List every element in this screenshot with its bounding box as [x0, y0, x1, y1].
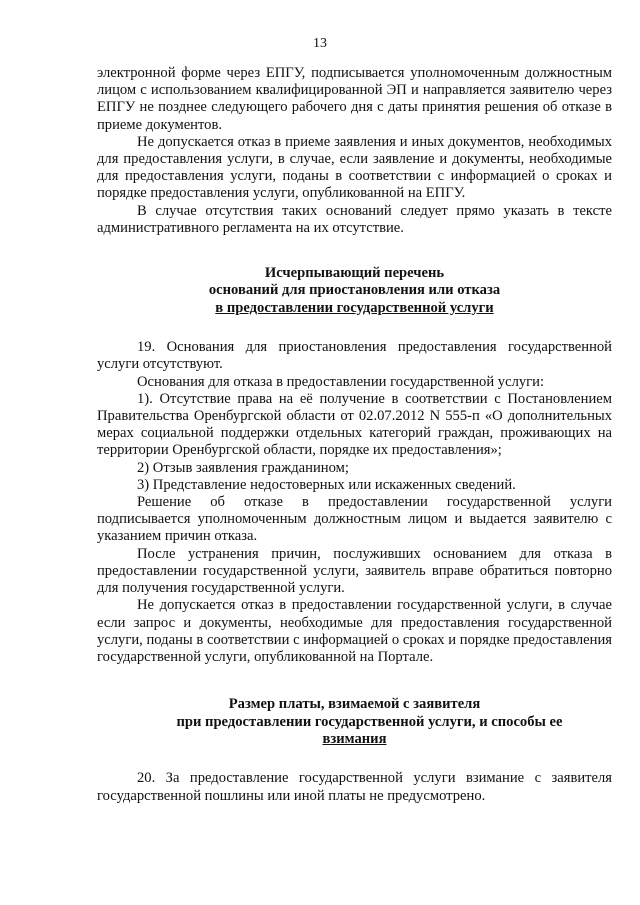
paragraph: Не допускается отказ в предоставлении государственной услуги, в случае если запрос и документы, необходимые для предоставления государственной услуги, поданы в соответствии с информацией о сроках и порядке предоставления государственной услуги, опубликованной на Портале.	[97, 597, 612, 665]
paragraph: 3) Представление недостоверных или искаженных сведений.	[137, 476, 516, 493]
paragraph: В случае отсутствия таких оснований следует прямо указать в тексте административного регламента на их отсутствие.	[97, 202, 612, 236]
heading-line: Размер платы, взимаемой с заявителя	[228, 696, 481, 713]
paragraph: 19. Основания для приостановления предоставления государственной услуги отсутствуют.	[97, 339, 612, 373]
page-number: 13	[313, 36, 327, 51]
paragraph: После устранения причин, послуживших основанием для отказа в предоставлении государственной услуги, заявитель вправе обратиться повторно для получения государственной услуги.	[97, 545, 612, 597]
paragraph: Решение об отказе в предоставлении государственной услуги подписывается уполномоченным должностным лицом и выдается заявителю с указанием причин отказа.	[97, 494, 612, 545]
heading-line: взимания	[322, 730, 387, 747]
heading-line: при предоставлении государственной услуги, и способы ее	[176, 713, 563, 730]
document-body	[97, 65, 612, 805]
section-heading-refusal-grounds	[97, 265, 612, 317]
section-heading-fee	[97, 696, 612, 748]
paragraph: 20. За предоставление государственной услуги взимание с заявителя государственной пошлины или иной платы не предусмотрено.	[97, 770, 612, 804]
heading-line: в предоставлении государственной услуги	[215, 299, 494, 316]
paragraph: электронной форме через ЕПГУ, подписывается уполномоченным должностным лицом с использованием квалифицированной ЭП и направляется заявителю через ЕПГУ не позднее следующего рабочего дня с даты принятия решения об отказе в приеме документов.	[97, 65, 612, 133]
paragraph: Не допускается отказ в приеме заявления и иных документов, необходимых для предоставления услуги, в случае, если заявление и документы, необходимые для предоставления услуги, поданы в соответствии с информацией о сроках и порядке предоставления услуги, опубликованной на ЕПГУ.	[97, 133, 612, 202]
heading-line: оснований для приостановления или отказа	[208, 282, 501, 299]
paragraph: Основания для отказа в предоставлении государственной услуги:	[137, 373, 544, 390]
paragraph: 1). Отсутствие права на её получение в соответствии с Постановлением Правительства Оренбургской области от 02.07.2012 N 555-п «О дополнительных мерах социальной поддержки отдельных категорий граждан, проживающих на территории Оренбургской области, порядке их предоставления»;	[97, 390, 612, 459]
paragraph: 2) Отзыв заявления гражданином;	[137, 459, 349, 476]
heading-line: Исчерпывающий перечень	[264, 265, 445, 282]
